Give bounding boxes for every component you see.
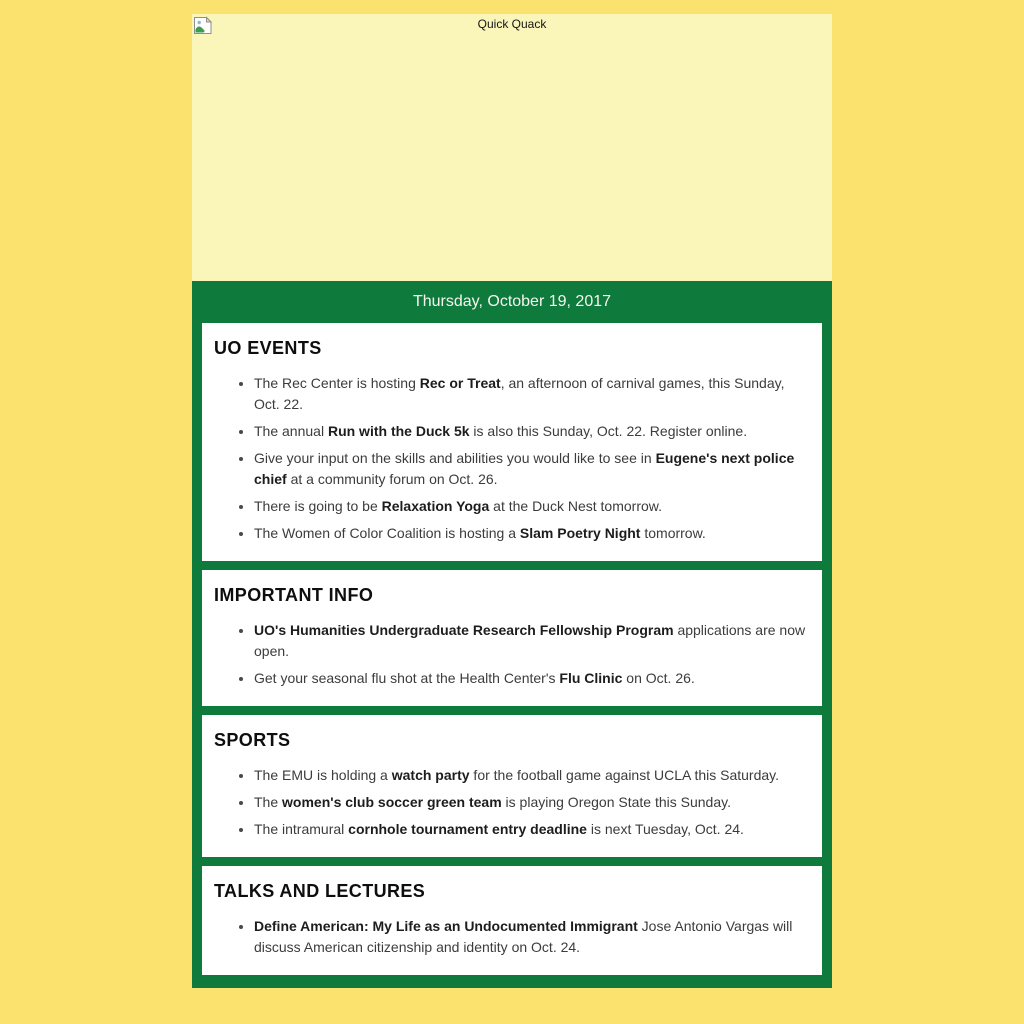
item-text: at the Duck Nest tomorrow. bbox=[489, 498, 662, 514]
item-text: Give your input on the skills and abilities you would like to see in bbox=[254, 450, 656, 466]
list-item bbox=[254, 765, 814, 786]
item-text: on Oct. 26. bbox=[622, 670, 695, 686]
item-text: for the football game against UCLA this Saturday. bbox=[469, 767, 780, 783]
item-text: Jose Antonio Vargas will discuss American citizenship and identity on Oct. 24. bbox=[254, 918, 793, 955]
list-item bbox=[254, 448, 814, 490]
item-text-bold: Flu Clinic bbox=[559, 670, 623, 686]
list-item bbox=[254, 620, 814, 662]
list-item bbox=[254, 421, 814, 442]
list-item bbox=[254, 792, 814, 813]
item-text-bold: watch party bbox=[391, 767, 470, 783]
section-item-list bbox=[214, 916, 814, 958]
item-text: at a community forum on Oct. 26. bbox=[286, 471, 498, 487]
item-text-bold: cornhole tournament entry deadline bbox=[348, 821, 587, 837]
newsletter-body bbox=[192, 281, 832, 988]
section-title: TALKS AND LECTURES bbox=[214, 881, 426, 901]
section-card bbox=[202, 715, 822, 857]
item-text: The intramural bbox=[254, 821, 349, 837]
item-text: The annual bbox=[254, 423, 328, 439]
item-text-bold: Slam Poetry Night bbox=[519, 525, 641, 541]
header-image-placeholder bbox=[192, 14, 832, 281]
item-text-bold: UO's Humanities Undergraduate Research Fellowship Program bbox=[254, 622, 674, 638]
item-text: , an afternoon of carnival games, this Sunday, Oct. 22. bbox=[254, 375, 785, 412]
list-item bbox=[254, 668, 814, 689]
item-text: There is going to be bbox=[254, 498, 382, 514]
date-bar bbox=[192, 281, 832, 323]
section-title: IMPORTANT INFO bbox=[214, 585, 374, 605]
section-item-list bbox=[214, 765, 814, 840]
item-text: The Women of Color Coalition is hosting a bbox=[254, 525, 520, 541]
list-item bbox=[254, 523, 814, 544]
section-card bbox=[202, 866, 822, 975]
list-item bbox=[254, 373, 814, 415]
section-item-list bbox=[214, 373, 814, 544]
list-item bbox=[254, 916, 814, 958]
item-text-bold: Rec or Treat bbox=[419, 375, 501, 391]
list-item bbox=[254, 496, 814, 517]
section-item-list bbox=[214, 620, 814, 689]
sections-list bbox=[192, 323, 832, 988]
section-title: SPORTS bbox=[214, 730, 291, 750]
section-title: UO EVENTS bbox=[214, 338, 322, 358]
section-card bbox=[202, 570, 822, 706]
item-text-bold: Relaxation Yoga bbox=[381, 498, 490, 514]
item-text: The bbox=[254, 794, 283, 810]
newsletter-container bbox=[192, 14, 832, 988]
item-text-bold: Run with the Duck 5k bbox=[327, 423, 470, 439]
item-text: is next Tuesday, Oct. 24. bbox=[586, 821, 744, 837]
item-text: applications are now open. bbox=[254, 622, 806, 659]
item-text: The Rec Center is hosting bbox=[254, 375, 420, 391]
section-card bbox=[202, 323, 822, 561]
item-text-bold: Eugene's next police chief bbox=[254, 450, 795, 487]
item-text: The EMU is holding a bbox=[254, 767, 392, 783]
item-text: tomorrow. bbox=[640, 525, 706, 541]
item-text: Get your seasonal flu shot at the Health Center's bbox=[254, 670, 560, 686]
item-text-bold: Define American: My Life as an Undocumented Immigrant bbox=[254, 918, 638, 934]
item-text: is also this Sunday, Oct. 22. Register online. bbox=[469, 423, 748, 439]
date-text: Thursday, October 19, 2017 bbox=[412, 293, 612, 310]
list-item bbox=[254, 819, 814, 840]
item-text: is playing Oregon State this Sunday. bbox=[501, 794, 731, 810]
header-image-alt-text: Quick Quack bbox=[477, 17, 547, 31]
item-text-bold: women's club soccer green team bbox=[282, 794, 502, 810]
